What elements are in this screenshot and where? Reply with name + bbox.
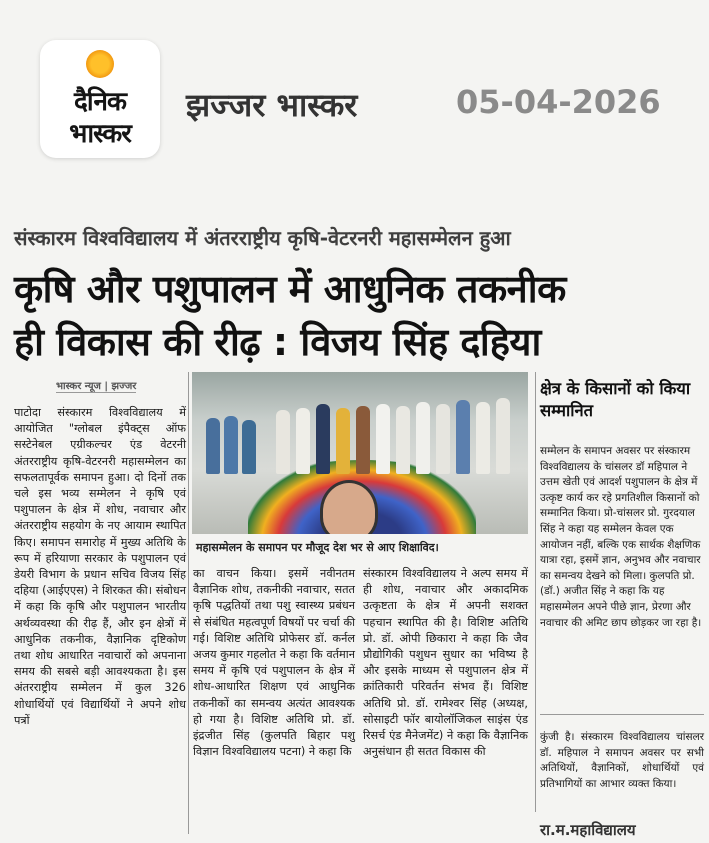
article-column-4b bbox=[540, 730, 704, 792]
person-figure bbox=[296, 408, 310, 474]
newspaper-logo bbox=[40, 40, 160, 158]
column-2-text: का वाचन किया। इसमें नवीनतम वैज्ञानिक शोध, तकनीकी नवाचार, सतत कृषि पद्धतियों तथा पशु स्वास्थ्य प्रबंधन से संबंधित महत्वपूर्ण विषयों पर चर्चा की गई। विशिष्ट अतिथि प्रोफेसर डॉ. कर्नल अजय कुमार गहलोत ने कहा कि वर्तमान समय में कृषि एवं पशुपालन के क्षेत्र में शोध-आधारित शिक्षण एवं आधुनिक तकनीकों का समन्वय अत्यंत आवश्यक हो गया है। विशिष्ट अतिथि प्रो. डॉ. इंद्रजीत सिंह (कुलपति बिहार पशु विज्ञान विश्वविद्यालय पटना) ने कहा कि bbox=[193, 567, 355, 759]
person-figure bbox=[316, 404, 330, 474]
article-column-3 bbox=[363, 566, 528, 760]
article-column-4 bbox=[540, 444, 704, 631]
person-figure bbox=[242, 420, 256, 474]
event-photo bbox=[192, 372, 528, 534]
edition-date: 05-04-2026 bbox=[456, 83, 661, 121]
article-column-2 bbox=[193, 566, 355, 760]
article-kicker: संस्कारम विश्वविद्यालय में अंतरराष्ट्रीय कृषि-वेटरनरी महासम्मेलन हुआ bbox=[14, 226, 511, 250]
person-figure bbox=[376, 404, 390, 474]
logo-line-1: दैनिक bbox=[74, 87, 126, 117]
column-divider bbox=[540, 714, 704, 715]
headline-line-1: कृषि और पशुपालन में आधुनिक तकनीक bbox=[14, 267, 566, 311]
next-article-hint: रा.म.महाविद्यालय bbox=[540, 821, 636, 839]
person-figure bbox=[206, 418, 220, 474]
person-figure bbox=[336, 408, 350, 474]
column-divider bbox=[188, 372, 189, 834]
article-column-1 bbox=[14, 405, 186, 729]
logo-line-2: भास्कर bbox=[69, 119, 131, 149]
column-3-text: संस्कारम विश्वविद्यालय ने अल्प समय में ही शोध, नवाचार और अकादमिक उत्कृष्टता के क्षेत्र में अपनी सशक्त पहचान स्थापित की है। विशिष्ट अतिथि प्रो. डॉ. ओपी छिकारा ने कहा कि जैव प्रौद्योगिकी पशुधन सुधार का भविष्य है और इसके माध्यम से पशुपालन क्षेत्र में क्रांतिकारी परिवर्तन संभव हैं। विशिष्ट अतिथि प्रो. डॉ. रामेश्वर सिंह (अध्यक्ष, सोसाइटी फॉर बायोलॉजिकल साइंस एंड रिसर्च एंड मैनेजमेंट) ने कहा कि वैज्ञानिक अनुसंधान ही सतत विकास की bbox=[363, 567, 528, 759]
person-figure bbox=[496, 398, 510, 474]
portrait-art bbox=[320, 480, 378, 534]
column-divider bbox=[535, 372, 536, 812]
person-figure bbox=[476, 402, 490, 474]
person-figure bbox=[436, 404, 450, 474]
person-figure bbox=[456, 400, 470, 474]
person-figure bbox=[416, 402, 430, 474]
person-figure bbox=[276, 410, 290, 474]
person-figure bbox=[224, 416, 238, 474]
column-4b-text: कुंजी है। संस्कारम विश्वविद्यालय चांसलर डॉ. महिपाल ने समापन अवसर पर सभी अतिथियों, वैज्ञानिकों, शोधार्थियों एवं प्रतिभागियों का आभार व्यक्त किया। bbox=[540, 731, 704, 790]
column-4-text: सम्मेलन के समापन अवसर पर संस्कारम विश्वविद्यालय के चांसलर डॉ महिपाल ने उत्तम खेती एवं आदर्श पशुपालन के क्षेत्र में उत्कृष्ट कार्य कर रहे प्रगतिशील किसानों को सम्मानित किया। प्रो-चांसलर प्रो. गुरदयाल सिंह ने कहा यह सम्मेलन केवल एक आयोजन नहीं, बल्कि एक सार्थक शैक्षणिक यात्रा रहा, इसमें ज्ञान, अनुभव और नवाचार का समन्वय देखने को मिला। कुलपति प्रो. (डॉ.) अजीत सिंह ने कहा कि यह महासम्मेलन अपने पीछे ज्ञान, प्रेरणा और नवाचार की अमिट छाप छोड़कर जा रहा है। bbox=[540, 445, 702, 629]
side-heading: क्षेत्र के किसानों को किया सम्मानित bbox=[540, 379, 691, 420]
byline: भास्कर न्यूज | झज्जर bbox=[56, 378, 136, 393]
headline-line-2: ही विकास की रीढ़ : विजय सिंह दहिया bbox=[14, 320, 541, 364]
edition-name: झज्जर भास्कर bbox=[186, 86, 358, 124]
person-figure bbox=[356, 406, 370, 474]
sun-icon bbox=[86, 50, 114, 78]
photo-caption: महासम्मेलन के समापन पर मौजूद देश भर से आए शिक्षाविद। bbox=[196, 541, 439, 554]
column-1-text: पाटोदा संस्कारम विश्वविद्यालय में आयोजित "ग्लोबल इंपैक्ट्स ऑफ सस्टेनेबल एग्रीकल्चर एंड वेटरनी अंतरराष्ट्रीय कृषि-वेटरनरी महासम्मेलन का सफलतापूर्वक समापन हुआ। दो दिनों तक चले इस भव्य सम्मेलन ने कृषि एवं पशुपालन के क्षेत्र में शोध, नवाचार और अंतरराष्ट्रीय सहयोग के नए आयाम स्थापित किए। समापन समारोह में मुख्य अतिथि के रूप में हरियाणा सरकार के पशुपालन एवं डेयरी विभाग के प्रधान सचिव विजय सिंह दहिया (आईएएस) ने शिरकत की। संबोधन में कहा कि कृषि और पशुपालन भारतीय अर्थव्यवस्था की रीढ़ हैं, और इन क्षेत्रों में आधुनिक तकनीक, वैज्ञानिक दृष्टिकोण तथा शोध आधारित नवाचारों को अपनाना समय की सबसे बड़ी आवश्यकता है। इस अंतरराष्ट्रीय सम्मेलन में कुल 326 शोधार्थियों एवं विद्यार्थियों ने अपने शोध पत्रों bbox=[14, 406, 186, 727]
person-figure bbox=[396, 406, 410, 474]
